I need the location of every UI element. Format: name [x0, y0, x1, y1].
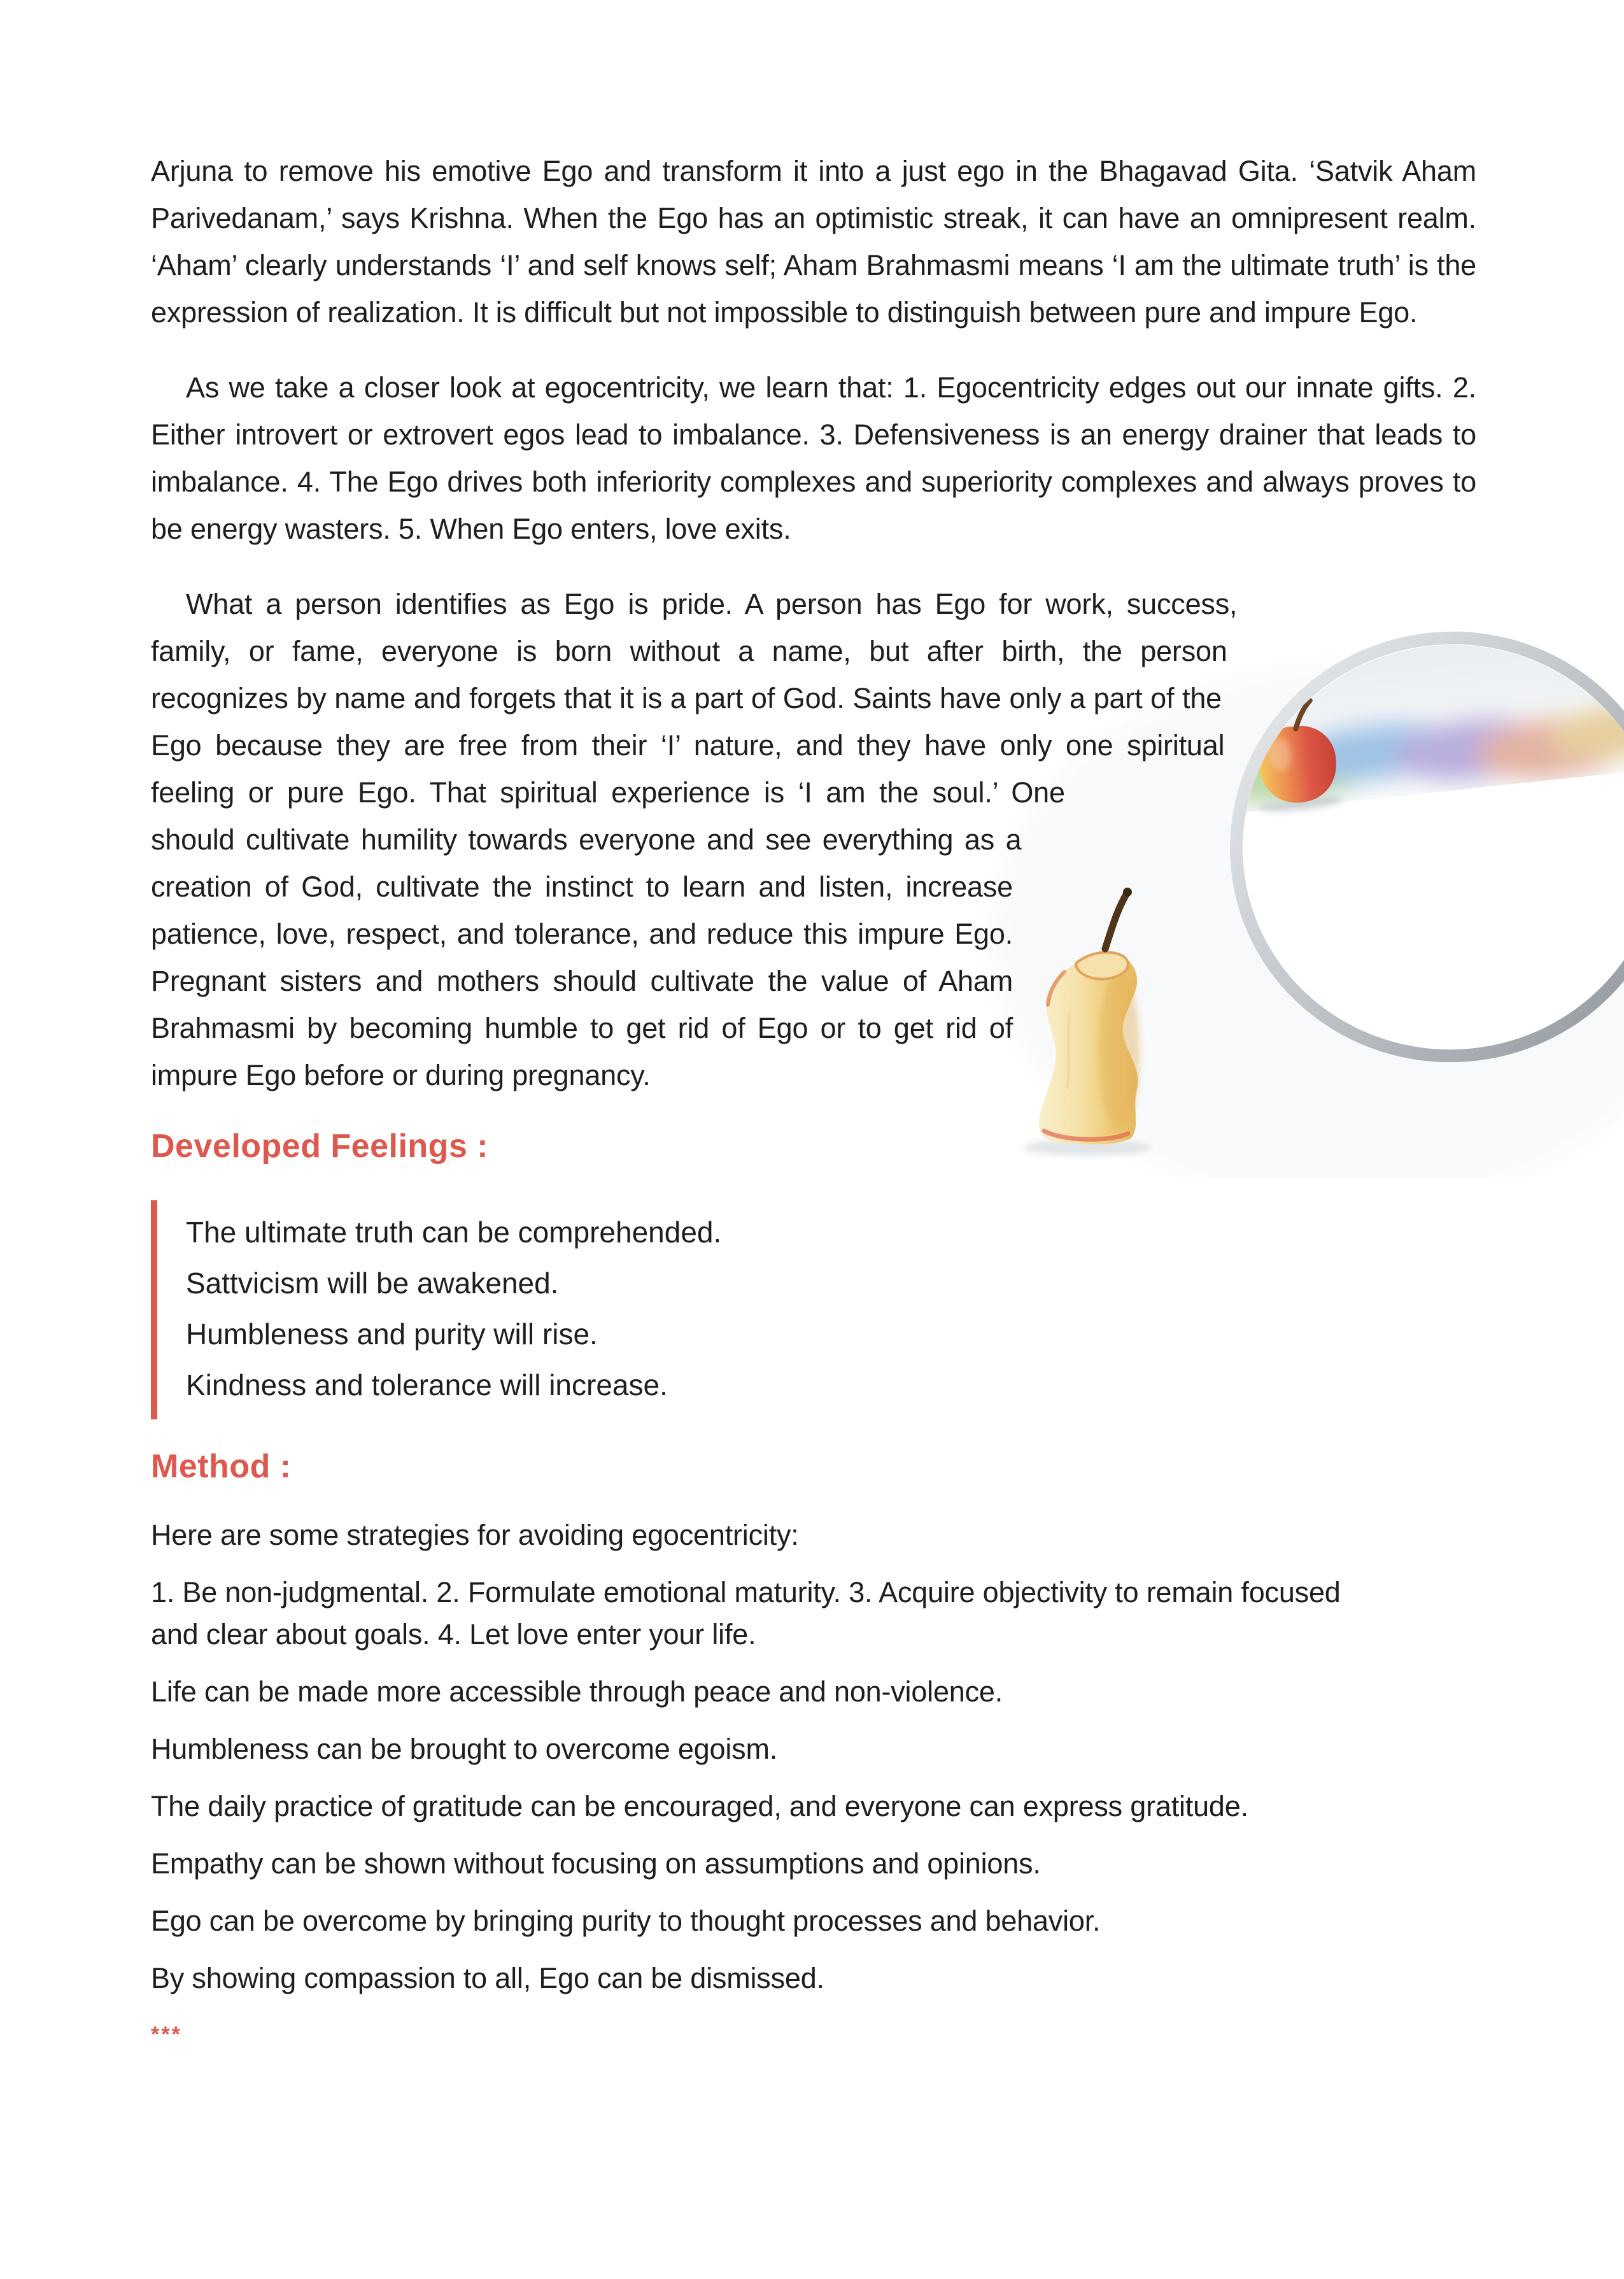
paragraph-ego-pride-text: What a person identifies as Ego is pride. A person has Ego for work, success, family, or fame, everyone is born without a name, but after birth, the person recognizes by name and forgets that it is a part of God. Saints have only a part of the Ego because they are free from their ‘I’ nature, and they have only one spiritual feeling or pure Ego. That spiritual experience is ‘I am the soul.’ One should cultivate humility towards everyone and see everything as a creation of God, cultivate the instinct to learn and listen, increase patience, love, respect, and tolerance, and reduce this impure Ego. Pregnant sisters and mothers should cultivate the value of Aham Brahmasmi by becoming humble to get rid of Ego or to get rid of impure Ego before or during pregnancy. — [151, 588, 1238, 1091]
method-paragraph: Empathy can be shown without focusing on assumptions and opinions. — [151, 1847, 1041, 1880]
method-paragraph: The daily practice of gratitude can be encouraged, and everyone can express gratitude. — [151, 1790, 1248, 1822]
method-intro: Here are some strategies for avoiding egocentricity: — [151, 1519, 799, 1551]
feeling-item: Sattvicism will be awakened. — [186, 1267, 559, 1300]
section-end-asterisks: *** — [151, 2022, 182, 2047]
paragraph-ego-bhagavad-gita: Arjuna to remove his emotive Ego and transform it into a just ego in the Bhagavad Gita. ‘Satvik Aham Parivedanam,’ says Krishna. When the Ego has an optimistic streak, it can have an omnipresent realm. ‘Aham’ clearly understands ‘I’ and self knows self; Aham Brahmasmi means ‘I am the ultimate truth’ is the expression of realization. It is difficult but not impossible to distinguish between pure and impure Ego. — [151, 155, 1476, 329]
developed-feelings-heading: Developed Feelings : — [151, 1128, 489, 1165]
paragraph-ego-pride — [151, 581, 1476, 1099]
method-paragraph: Ego can be overcome by bringing purity to thought processes and behavior. — [151, 1905, 1101, 1937]
feeling-item: The ultimate truth can be comprehended. — [186, 1216, 722, 1249]
method-paragraph: Humbleness can be brought to overcome egoism. — [151, 1733, 778, 1765]
method-section — [151, 1514, 1360, 1999]
page-content — [151, 148, 1476, 2047]
method-paragraph: Life can be made more accessible through peace and non-violence. — [151, 1675, 1003, 1708]
method-paragraph: By showing compassion to all, Ego can be dismissed. — [151, 1962, 824, 1994]
method-paragraph: 1. Be non-judgmental. 2. Formulate emotional maturity. 3. Acquire objectivity to remain focused and clear about goals. 4. Let love enter your life. — [151, 1576, 1341, 1651]
method-heading: Method : — [151, 1448, 292, 1485]
paragraph-egocentricity-list: As we take a closer look at egocentricity, we learn that: 1. Egocentricity edges out our innate gifts. 2. Either introvert or extrovert egos lead to imbalance. 3. Defensiveness is an energy drainer that leads to imbalance. 4. The Ego drives both inferiority complexes and superiority complexes and always proves to be energy wasters. 5. When Ego enters, love exits. — [151, 371, 1476, 545]
feeling-item: Kindness and tolerance will increase. — [186, 1368, 668, 1402]
developed-feelings-list — [151, 1200, 1476, 1419]
feeling-item: Humbleness and purity will rise. — [186, 1317, 598, 1351]
